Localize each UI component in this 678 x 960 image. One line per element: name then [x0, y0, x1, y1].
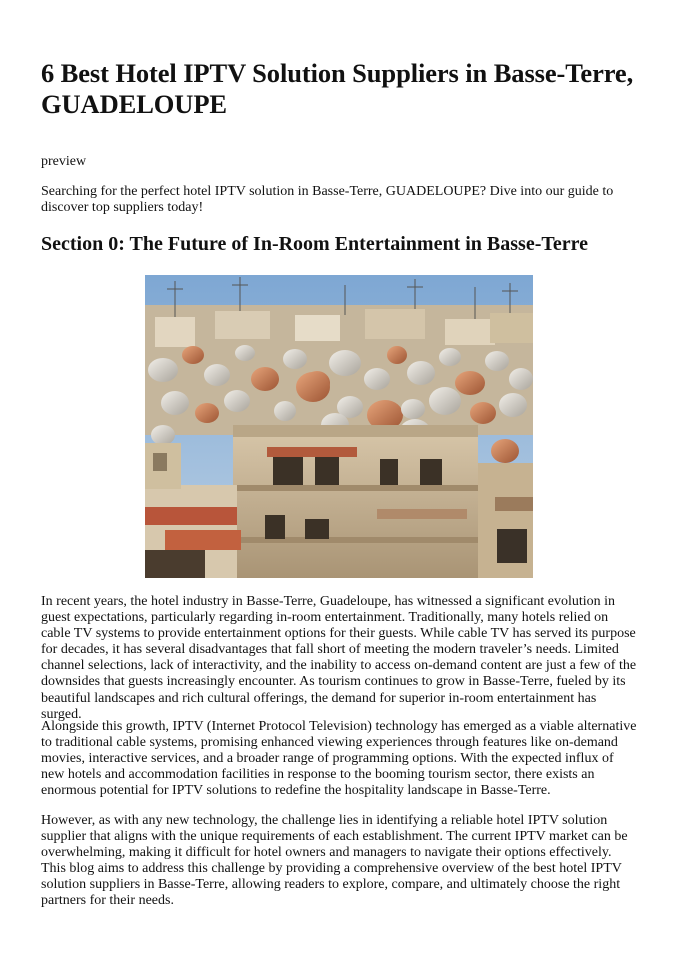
page-title: 6 Best Hotel IPTV Solution Suppliers in Basse-Terre, GUADELOUPE	[41, 58, 634, 119]
paragraph-1: In recent years, the hotel industry in Basse-Terre, Guadeloupe, has witnessed a significant evolution in guest expectations, particularly regarding in-room entertainment. Traditionally, many hotels relied on cable TV systems to provide entertainment options for their guests. While cable TV has served its purpose for decades, it has several disadvantages that fall short of meeting the modern traveler’s needs. Limited channel selections, lack of interactivity, and the inability to access on-demand content are just a few of the downsides that guests increasingly encounter. As tourism continues to grow in Basse-Terre, fueled by its beautiful landscapes and rich cultural offerings, the demand for superior in-room entertainment has surged.	[41, 594, 637, 722]
rooftop-satellite-dishes-photo	[145, 275, 533, 578]
preview-label: preview	[41, 154, 87, 169]
paragraph-2: Alongside this growth, IPTV (Internet Protocol Television) technology has emerged as a viable alternative to traditional cable systems, promising enhanced viewing experiences through features like on-demand movies, interactive services, and a broader range of programming options. With the expected influx of new hotels and accommodation facilities in response to the booming tourism sector, there exists an enormous potential for IPTV solutions to redefine the hospitality landscape in Basse-Terre.	[41, 719, 637, 799]
section-heading: Section 0: The Future of In-Room Entertainment in Basse-Terre	[41, 233, 589, 255]
paragraph-3: However, as with any new technology, the challenge lies in identifying a reliable hotel IPTV solution supplier that aligns with the unique requirements of each establishment. The current IPTV market can be overwhelming, making it difficult for hotel owners and managers to navigate their options effectively. This blog aims to address this challenge by providing a comprehensive overview of the best hotel IPTV solution suppliers in Basse-Terre, allowing readers to explore, compare, and ultimately choose the right partners for their needs.	[41, 813, 628, 909]
intro-text: Searching for the perfect hotel IPTV solution in Basse-Terre, GUADELOUPE? Dive into our guide to discover top suppliers today!	[41, 184, 614, 215]
